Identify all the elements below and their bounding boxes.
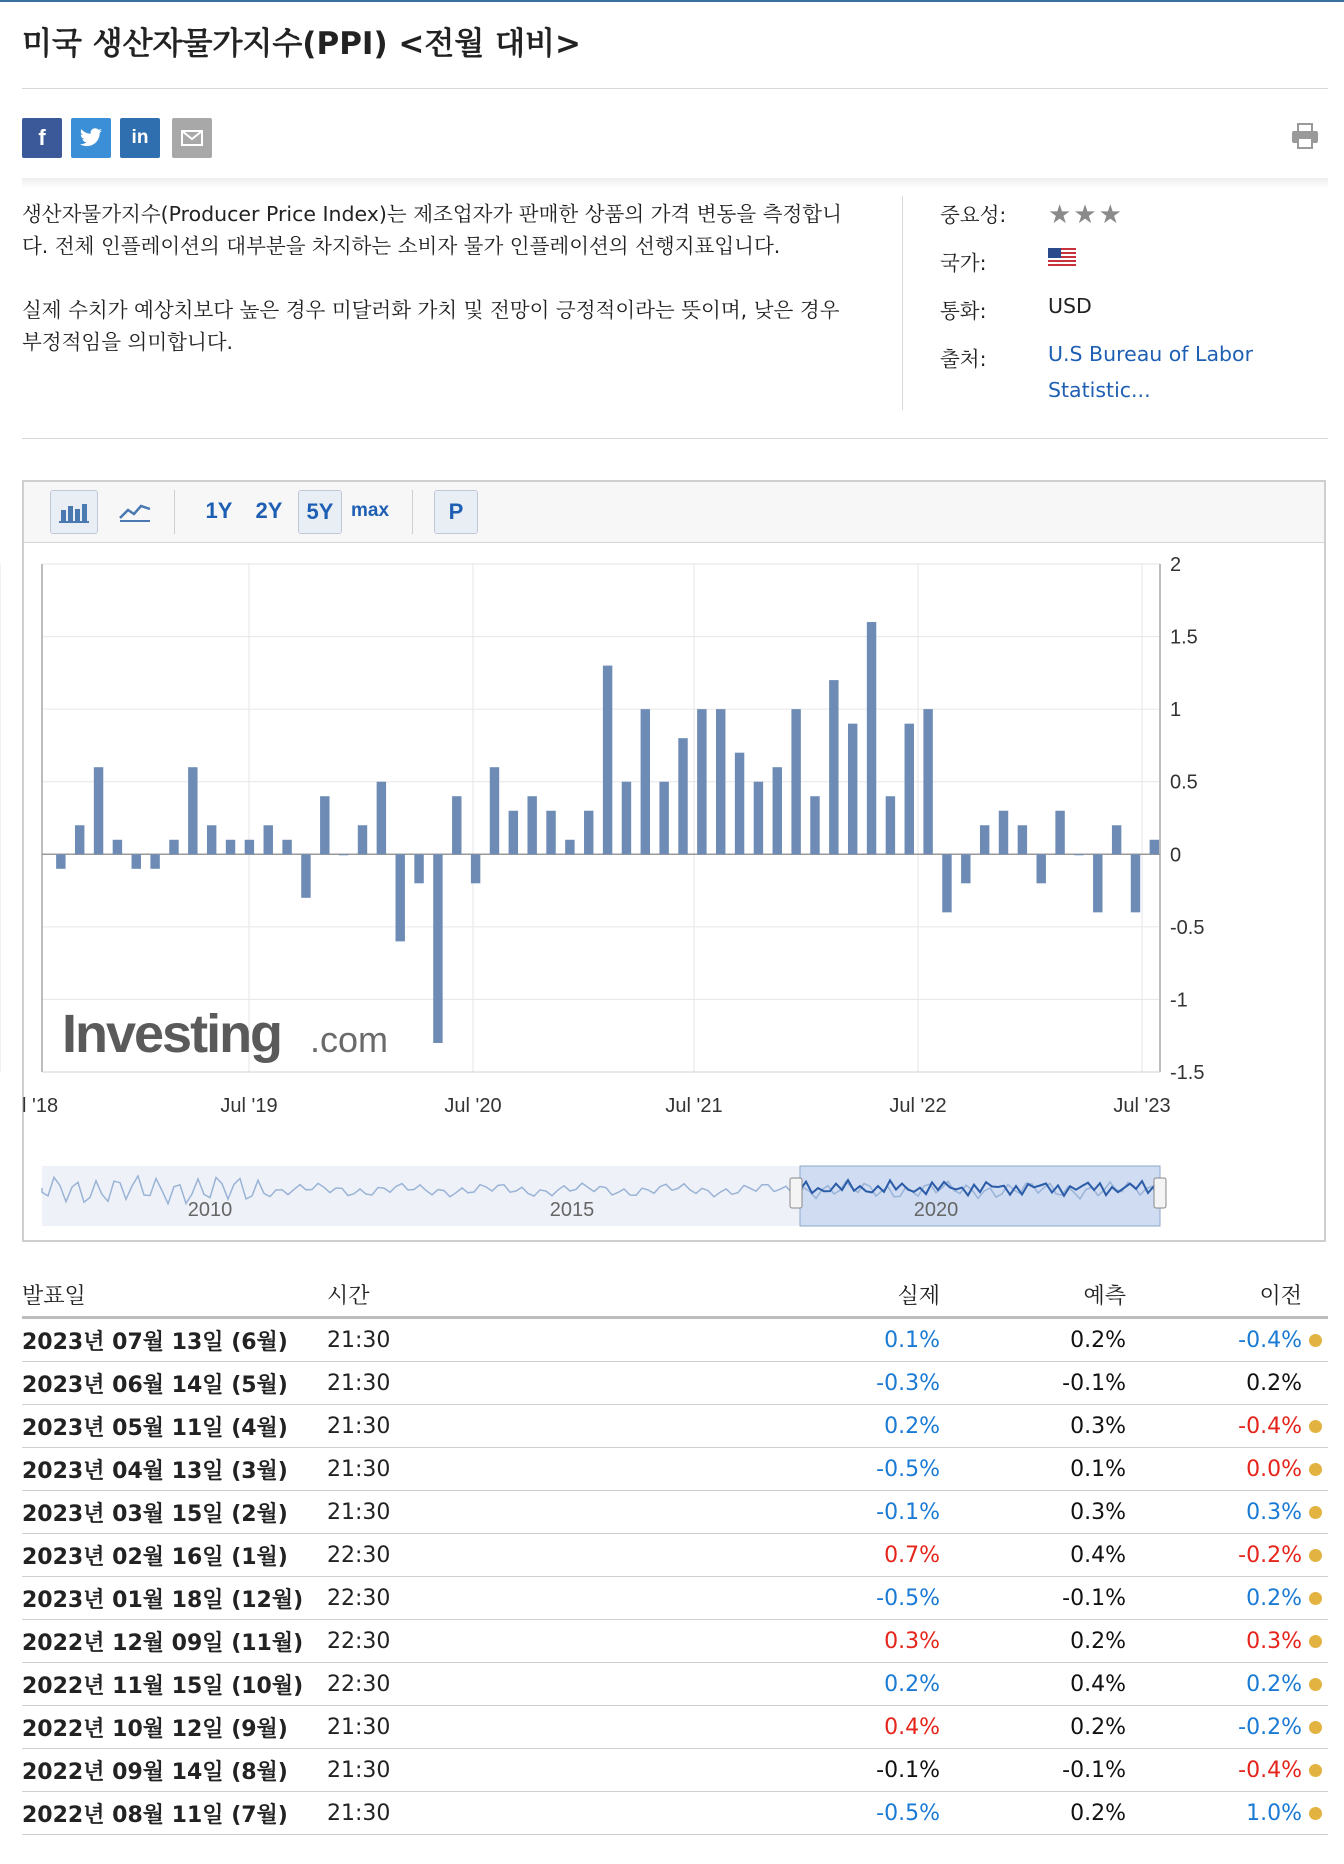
bar bbox=[641, 709, 650, 854]
bar bbox=[942, 854, 951, 912]
bar bbox=[56, 854, 65, 869]
bar bbox=[509, 811, 518, 855]
linkedin-share-button[interactable]: in bbox=[120, 118, 160, 158]
y-tick-label: -1 bbox=[1170, 989, 1188, 1012]
row-forecast: -0.1% bbox=[940, 1362, 1126, 1405]
bar bbox=[377, 782, 386, 855]
x-tick-label: Jul '23 bbox=[1113, 1095, 1171, 1117]
dot-icon bbox=[1309, 1807, 1322, 1820]
row-previous: -0.4% bbox=[1126, 1749, 1302, 1792]
row-forecast: -0.1% bbox=[940, 1577, 1126, 1620]
range-1y-button[interactable]: 1Y bbox=[205, 498, 233, 523]
bar bbox=[886, 796, 895, 854]
bar bbox=[735, 753, 744, 855]
row-previous: -0.2% bbox=[1126, 1706, 1302, 1749]
x-tick-label: Jul '20 bbox=[444, 1095, 502, 1117]
row-time: 22:30 bbox=[327, 1663, 667, 1706]
star-icon: ★ bbox=[1073, 200, 1099, 230]
bar bbox=[75, 825, 84, 854]
bar bbox=[301, 854, 310, 898]
bar bbox=[113, 840, 122, 855]
x-tick-label: l '18 bbox=[22, 1095, 59, 1117]
row-date: 2022년 12월 09일 (11월) bbox=[22, 1620, 327, 1663]
bar bbox=[905, 724, 914, 855]
bar bbox=[1093, 854, 1102, 912]
bar bbox=[1037, 854, 1046, 883]
row-actual: 0.3% bbox=[667, 1620, 940, 1663]
row-date: 2022년 10월 12일 (9월) bbox=[22, 1706, 327, 1749]
row-indicator bbox=[1302, 1534, 1328, 1577]
bar bbox=[810, 796, 819, 854]
table-row bbox=[22, 1362, 1328, 1405]
bar bbox=[264, 825, 273, 854]
row-date: 2022년 08월 11일 (7월) bbox=[22, 1792, 327, 1835]
row-forecast: -0.1% bbox=[940, 1749, 1126, 1792]
row-time: 21:30 bbox=[327, 1491, 667, 1534]
row-date: 2023년 02월 16일 (1월) bbox=[22, 1534, 327, 1577]
bar bbox=[1055, 811, 1064, 855]
range-5y-button[interactable]: 5Y bbox=[298, 490, 342, 534]
row-indicator bbox=[1302, 1577, 1328, 1620]
bar bbox=[754, 782, 763, 855]
row-forecast: 0.2% bbox=[940, 1620, 1126, 1663]
p-button[interactable]: P bbox=[434, 490, 478, 534]
row-forecast: 0.3% bbox=[940, 1405, 1126, 1448]
bar bbox=[961, 854, 970, 883]
table-row bbox=[22, 1405, 1328, 1448]
y-tick-label: 2 bbox=[1170, 554, 1182, 576]
row-indicator bbox=[1302, 1362, 1328, 1405]
row-actual: -0.5% bbox=[667, 1792, 940, 1835]
bar bbox=[433, 854, 442, 1043]
page-title: 미국 생산자물가지수(PPI) <전월 대비> bbox=[22, 26, 581, 62]
row-previous: -0.4% bbox=[1126, 1405, 1302, 1448]
bar bbox=[1074, 854, 1083, 855]
table-row bbox=[22, 1577, 1328, 1620]
row-actual: 0.2% bbox=[667, 1405, 940, 1448]
country-label: 국가: bbox=[940, 251, 987, 275]
header-forecast[interactable]: 예측 bbox=[940, 1272, 1126, 1318]
bar bbox=[490, 767, 499, 854]
dot-icon bbox=[1309, 1463, 1322, 1476]
dot-icon bbox=[1309, 1764, 1322, 1777]
header-actual[interactable]: 실제 bbox=[667, 1272, 940, 1318]
row-actual: -0.1% bbox=[667, 1749, 940, 1792]
dot-icon bbox=[1309, 1506, 1322, 1519]
bar bbox=[414, 854, 423, 883]
row-forecast: 0.2% bbox=[940, 1318, 1126, 1362]
row-previous: 0.3% bbox=[1126, 1620, 1302, 1663]
row-time: 22:30 bbox=[327, 1534, 667, 1577]
bar bbox=[716, 709, 725, 854]
bar bbox=[339, 854, 348, 855]
header-date[interactable]: 발표일 bbox=[22, 1272, 327, 1318]
row-indicator bbox=[1302, 1448, 1328, 1491]
row-actual: -0.5% bbox=[667, 1448, 940, 1491]
dot-icon bbox=[1309, 1721, 1322, 1734]
table-row bbox=[22, 1318, 1328, 1362]
header-time[interactable]: 시간 bbox=[327, 1272, 667, 1318]
bar bbox=[1150, 840, 1159, 855]
row-indicator bbox=[1302, 1749, 1328, 1792]
source-label: 출처: bbox=[940, 347, 987, 371]
row-date: 2023년 05월 11일 (4월) bbox=[22, 1405, 327, 1448]
plot-area bbox=[42, 564, 1160, 1072]
row-time: 21:30 bbox=[327, 1362, 667, 1405]
y-tick-label: 1 bbox=[1170, 699, 1182, 722]
bar bbox=[584, 811, 593, 855]
dot-icon bbox=[1309, 1549, 1322, 1562]
row-time: 22:30 bbox=[327, 1620, 667, 1663]
bar bbox=[395, 854, 404, 941]
row-indicator bbox=[1302, 1706, 1328, 1749]
bar bbox=[622, 782, 631, 855]
row-date: 2023년 07월 13일 (6월) bbox=[22, 1318, 327, 1362]
bar bbox=[848, 724, 857, 855]
row-time: 21:30 bbox=[327, 1792, 667, 1835]
bar bbox=[226, 840, 235, 855]
row-forecast: 0.2% bbox=[940, 1792, 1126, 1835]
header-previous[interactable]: 이전 bbox=[1126, 1272, 1302, 1318]
row-previous: 0.0% bbox=[1126, 1448, 1302, 1491]
bar bbox=[245, 840, 254, 855]
x-tick-label: Jul '21 bbox=[665, 1095, 723, 1117]
dot-icon bbox=[1309, 1420, 1322, 1433]
bar bbox=[659, 782, 668, 855]
source-link[interactable]: U.S Bureau of Labor Statistic... bbox=[1048, 342, 1254, 402]
y-tick-label: -1.5 bbox=[1170, 1062, 1205, 1084]
bar bbox=[358, 825, 367, 854]
bar bbox=[207, 825, 216, 854]
currency-label: 통화: bbox=[940, 299, 987, 323]
row-forecast: 0.3% bbox=[940, 1491, 1126, 1534]
row-time: 21:30 bbox=[327, 1318, 667, 1362]
dot-icon bbox=[1309, 1678, 1322, 1691]
bar bbox=[320, 796, 329, 854]
bar bbox=[546, 811, 555, 855]
navigator-year-label: 2020 bbox=[913, 1199, 959, 1221]
row-previous: 0.2% bbox=[1126, 1362, 1302, 1405]
importance-label: 중요성: bbox=[940, 203, 1007, 227]
y-tick-label: 0 bbox=[1170, 844, 1182, 867]
row-time: 21:30 bbox=[327, 1405, 667, 1448]
navigator-handle bbox=[1154, 1178, 1166, 1208]
navigator-year-label: 2015 bbox=[549, 1199, 595, 1221]
row-indicator bbox=[1302, 1491, 1328, 1534]
table-header-row bbox=[22, 1272, 1328, 1318]
history-table bbox=[22, 1272, 1328, 1835]
row-time: 21:30 bbox=[327, 1448, 667, 1491]
range-max-button[interactable]: max bbox=[350, 500, 390, 521]
bar bbox=[527, 796, 536, 854]
row-forecast: 0.4% bbox=[940, 1534, 1126, 1577]
facebook-share-button[interactable]: f bbox=[22, 118, 62, 158]
row-forecast: 0.1% bbox=[940, 1448, 1126, 1491]
description-paragraph-1: 생산자물가지수(Producer Price Index)는 제조업자가 판매한 상품의 가격 변동을 측정합니다. 전체 인플레이션의 대부분을 차지하는 소비자 물가 인플레이션의 선행지표입니다. bbox=[22, 202, 842, 258]
table-row bbox=[22, 1491, 1328, 1534]
row-indicator bbox=[1302, 1792, 1328, 1835]
row-previous: 0.2% bbox=[1126, 1577, 1302, 1620]
bar bbox=[471, 854, 480, 883]
star-icon: ★ bbox=[1098, 200, 1124, 230]
bar bbox=[132, 854, 141, 869]
table-row bbox=[22, 1749, 1328, 1792]
row-indicator bbox=[1302, 1318, 1328, 1362]
row-indicator bbox=[1302, 1663, 1328, 1706]
row-date: 2022년 09월 14일 (8월) bbox=[22, 1749, 327, 1792]
row-actual: 0.4% bbox=[667, 1706, 940, 1749]
table-row bbox=[22, 1448, 1328, 1491]
bar bbox=[94, 767, 103, 854]
bar bbox=[923, 709, 932, 854]
row-indicator bbox=[1302, 1620, 1328, 1663]
table-row bbox=[22, 1792, 1328, 1835]
table-row bbox=[22, 1663, 1328, 1706]
currency-value: USD bbox=[1048, 294, 1092, 318]
table-row bbox=[22, 1620, 1328, 1663]
bar bbox=[565, 840, 574, 855]
table-row bbox=[22, 1706, 1328, 1749]
row-actual: 0.7% bbox=[667, 1534, 940, 1577]
bar bbox=[678, 738, 687, 854]
row-time: 21:30 bbox=[327, 1749, 667, 1792]
row-actual: 0.2% bbox=[667, 1663, 940, 1706]
bar bbox=[999, 811, 1008, 855]
bar bbox=[697, 709, 706, 854]
star-icon: ★ bbox=[1048, 200, 1074, 230]
bar bbox=[1131, 854, 1140, 912]
bar bbox=[980, 825, 989, 854]
header-dot bbox=[1302, 1272, 1328, 1318]
table-row bbox=[22, 1534, 1328, 1577]
bar bbox=[867, 622, 876, 854]
row-previous: 1.0% bbox=[1126, 1792, 1302, 1835]
dot-icon bbox=[1309, 1592, 1322, 1605]
bar bbox=[791, 709, 800, 854]
row-forecast: 0.4% bbox=[940, 1663, 1126, 1706]
row-date: 2023년 06월 14일 (5월) bbox=[22, 1362, 327, 1405]
investing-watermark: Investing bbox=[62, 1004, 282, 1064]
y-tick-label: -0.5 bbox=[1170, 916, 1205, 939]
dot-icon bbox=[1309, 1334, 1322, 1347]
bar bbox=[452, 796, 461, 854]
range-2y-button[interactable]: 2Y bbox=[255, 498, 283, 523]
y-tick-label: 1.5 bbox=[1170, 626, 1198, 649]
bar bbox=[1018, 825, 1027, 854]
row-previous: -0.2% bbox=[1126, 1534, 1302, 1577]
bar bbox=[169, 840, 178, 855]
row-actual: -0.5% bbox=[667, 1577, 940, 1620]
y-tick-label: 0.5 bbox=[1170, 771, 1198, 794]
bar bbox=[1112, 825, 1121, 854]
row-previous: 0.3% bbox=[1126, 1491, 1302, 1534]
investing-watermark-suffix: .com bbox=[310, 1019, 389, 1060]
row-forecast: 0.2% bbox=[940, 1706, 1126, 1749]
row-indicator bbox=[1302, 1405, 1328, 1448]
description-paragraph-2: 실제 수치가 예상치보다 높은 경우 미달러화 가치 및 전망이 긍정적이라는 뜻이며, 낮은 경우 부정적임을 의미합니다. bbox=[22, 298, 840, 354]
row-actual: -0.3% bbox=[667, 1362, 940, 1405]
row-time: 21:30 bbox=[327, 1706, 667, 1749]
row-date: 2023년 01월 18일 (12월) bbox=[22, 1577, 327, 1620]
bar bbox=[773, 767, 782, 854]
row-date: 2022년 11월 15일 (10월) bbox=[22, 1663, 327, 1706]
row-time: 22:30 bbox=[327, 1577, 667, 1620]
x-tick-label: Jul '22 bbox=[889, 1095, 947, 1117]
bar bbox=[829, 680, 838, 854]
navigator-year-label: 2010 bbox=[187, 1199, 233, 1221]
row-date: 2023년 03월 15일 (2월) bbox=[22, 1491, 327, 1534]
row-actual: 0.1% bbox=[667, 1318, 940, 1362]
bar bbox=[282, 840, 291, 855]
navigator-handle bbox=[790, 1178, 802, 1208]
bar bbox=[188, 767, 197, 854]
row-previous: 0.2% bbox=[1126, 1663, 1302, 1706]
row-actual: -0.1% bbox=[667, 1491, 940, 1534]
row-date: 2023년 04월 13일 (3월) bbox=[22, 1448, 327, 1491]
bar bbox=[603, 666, 612, 855]
row-previous: -0.4% bbox=[1126, 1318, 1302, 1362]
bar bbox=[150, 854, 159, 869]
x-tick-label: Jul '19 bbox=[220, 1095, 278, 1117]
dot-icon bbox=[1309, 1635, 1322, 1648]
